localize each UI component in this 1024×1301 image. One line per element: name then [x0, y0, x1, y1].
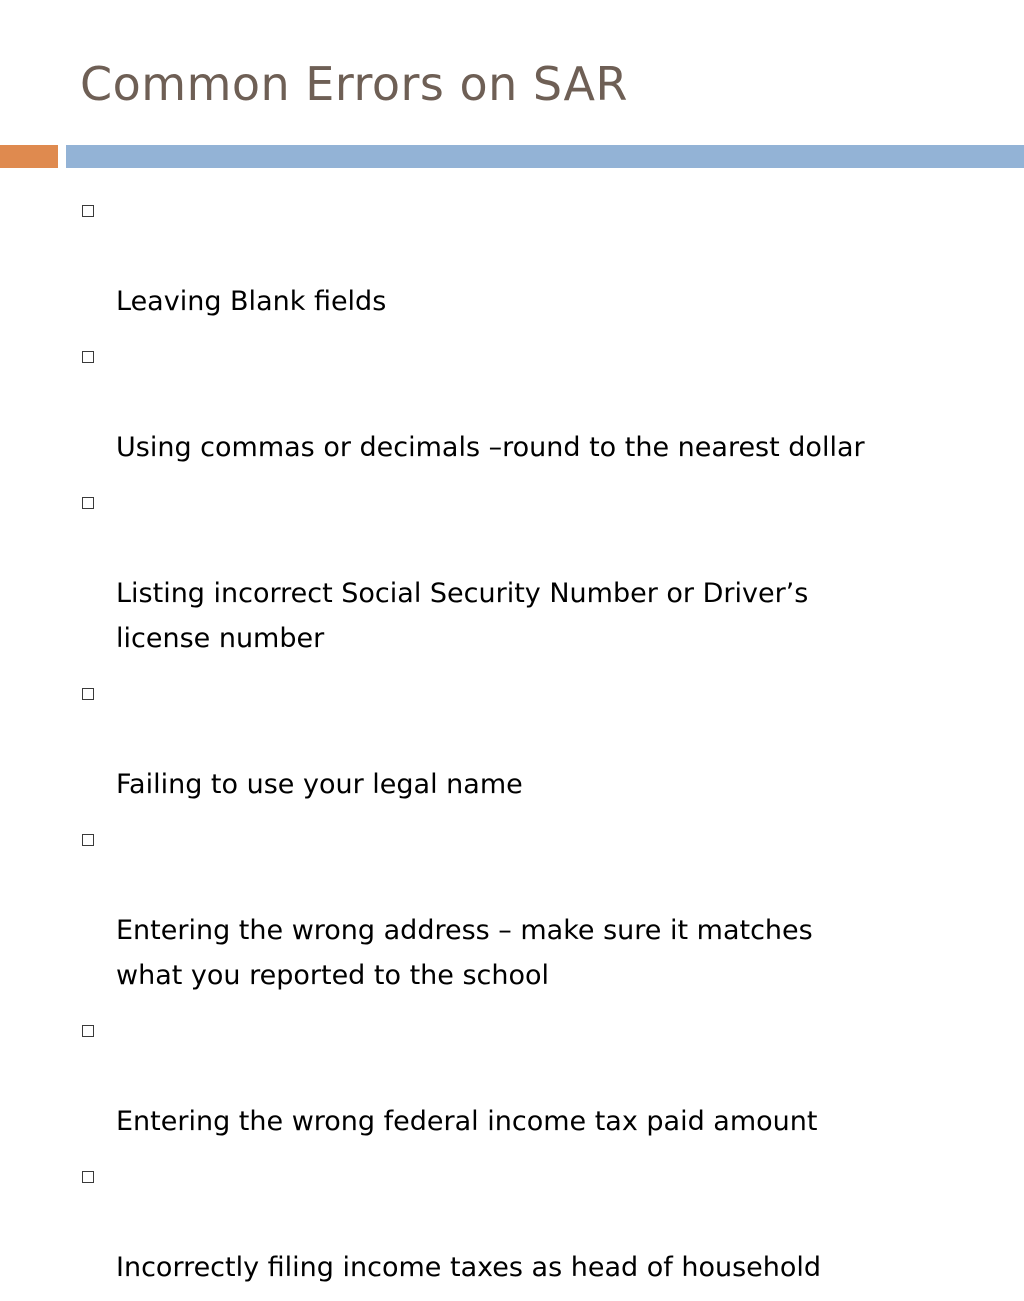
hollow-square-icon	[82, 205, 94, 217]
bullet-text: Entering the wrong address – make sure it matches what you reported to the school	[116, 915, 813, 991]
bullet-text: Listing incorrect Social Security Number or Driver’s license number	[116, 578, 809, 654]
hollow-square-icon	[82, 497, 94, 509]
title-accent-bar	[0, 145, 58, 168]
bullet-item-commas-decimals	[82, 335, 982, 470]
hollow-square-icon	[82, 1025, 94, 1037]
bullet-item-ssn-license	[82, 481, 982, 661]
bullet-text: Entering the wrong federal income tax paid amount	[116, 1106, 818, 1137]
bullet-item-legal-name	[82, 672, 982, 807]
bullet-item-wrong-address	[82, 818, 982, 998]
hollow-square-icon	[82, 834, 94, 846]
hollow-square-icon	[82, 1171, 94, 1183]
bullet-text: Incorrectly filing income taxes as head of household	[116, 1252, 822, 1283]
title-rule-bar	[66, 145, 1024, 168]
bullet-item-head-of-household	[82, 1155, 982, 1290]
bullet-text: Using commas or decimals –round to the nearest dollar	[116, 432, 865, 463]
bullet-list	[82, 189, 982, 1301]
bullet-item-blank-fields	[82, 189, 982, 324]
bullet-text: Leaving Blank fields	[116, 286, 387, 317]
slide-title: Common Errors on SAR	[80, 57, 628, 111]
hollow-square-icon	[82, 688, 94, 700]
bullet-text: Failing to use your legal name	[116, 769, 523, 800]
bullet-item-federal-tax	[82, 1009, 982, 1144]
hollow-square-icon	[82, 351, 94, 363]
